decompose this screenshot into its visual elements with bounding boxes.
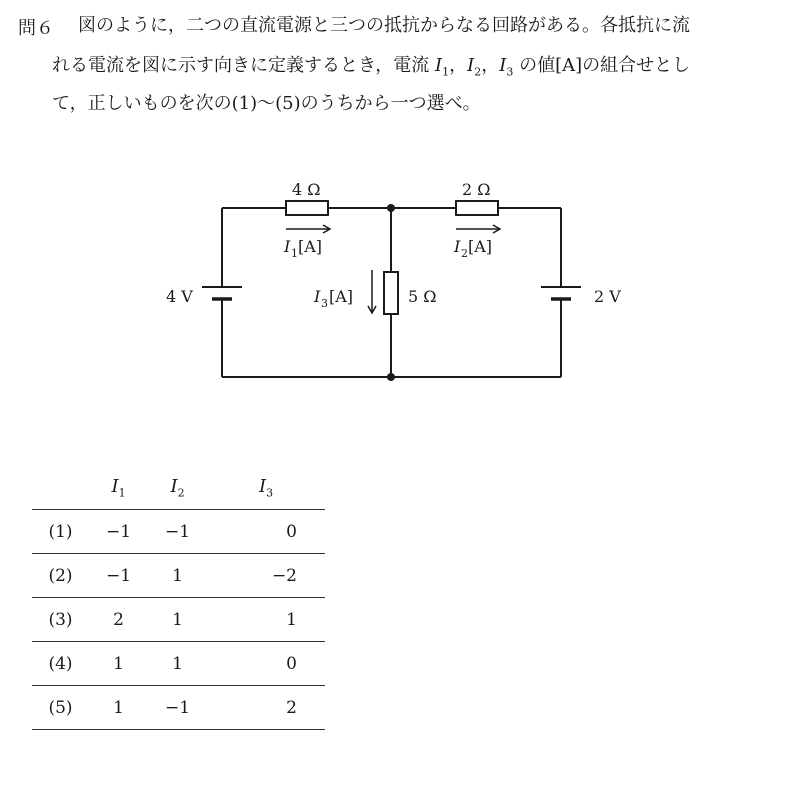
table-header-option: [32, 467, 89, 510]
cell-i1: 1: [89, 642, 148, 686]
table-header-i1: $I_1$: [111, 476, 126, 500]
question-text-line1: 図のように，二つの直流電源と三つの抵抗からなる回路がある。各抵抗に流: [78, 15, 690, 36]
cell-i1: −1: [89, 554, 148, 598]
table-header-i3: $I_3$: [258, 476, 274, 500]
question-text-line2-b: の値[A]の組合せとし: [513, 55, 691, 76]
cell-i1: 1: [89, 686, 148, 730]
table-row: [32, 686, 325, 730]
cell-i2: 1: [148, 642, 207, 686]
source-right-label: 2 V: [594, 287, 621, 306]
source-left-label: 4 V: [166, 287, 193, 306]
svg-text:I: I: [314, 287, 321, 306]
cell-i3: 1: [207, 598, 325, 642]
table-header-i2: $I_2$: [170, 476, 185, 500]
cell-i2: 1: [148, 598, 207, 642]
current-label-i1: [283, 237, 322, 260]
option-label: (4): [32, 642, 89, 686]
resistor-2ohm-label: 2 Ω: [462, 180, 491, 199]
resistor-4ohm: [286, 201, 328, 215]
option-label: (2): [32, 554, 89, 598]
junction-bottom: [387, 373, 395, 381]
cell-i1: 2: [89, 598, 148, 642]
table-row: [32, 510, 325, 554]
battery-right: [541, 287, 581, 299]
cell-i1: −1: [89, 510, 148, 554]
table-row: [32, 554, 325, 598]
svg-text:2: 2: [461, 247, 468, 260]
svg-text:1: 1: [291, 247, 298, 260]
current-label-i3: [313, 287, 353, 310]
cell-i2: 1: [148, 554, 207, 598]
cell-i2: −1: [148, 510, 207, 554]
battery-left: [202, 287, 242, 299]
answer-table: [32, 467, 325, 730]
cell-i3: 2: [207, 686, 325, 730]
resistor-5ohm-label: 5 Ω: [408, 287, 437, 306]
resistor-2ohm: [456, 201, 498, 215]
resistor-4ohm-label: 4 Ω: [292, 180, 321, 199]
question-text-line3: て，正しいものを次の(1)～(5)のうちから一つ選べ。: [52, 93, 481, 114]
resistor-5ohm: [384, 272, 398, 314]
arrow-i3: [368, 270, 376, 313]
current-label-i3-unit: [A]: [329, 287, 354, 306]
current-label-i1-unit: [A]: [298, 237, 323, 256]
svg-text:I: I: [454, 237, 461, 256]
current-label-i2-unit: [A]: [468, 237, 493, 256]
option-label: (5): [32, 686, 89, 730]
arrow-i1: [286, 225, 330, 233]
svg-text:I: I: [284, 237, 291, 256]
cell-i3: 0: [207, 510, 325, 554]
question-text-line2: れる電流を図に示す向きに定義するとき，電流 $I_1$，$I_2$，$I_3$ の値[A]の組合せとし: [52, 55, 691, 79]
cell-i3: −2: [207, 554, 325, 598]
cell-i3: 0: [207, 642, 325, 686]
question-number: 問６: [18, 18, 54, 39]
option-label: (1): [32, 510, 89, 554]
cell-i2: −1: [148, 686, 207, 730]
arrow-i2: [456, 225, 500, 233]
table-row: [32, 598, 325, 642]
junction-top: [387, 204, 395, 212]
table-header-row: [32, 467, 325, 510]
option-label: (3): [32, 598, 89, 642]
current-label-i2: [453, 237, 492, 260]
svg-text:3: 3: [321, 297, 328, 310]
question-text-line2-a: れる電流を図に示す向きに定義するとき，電流: [52, 55, 435, 76]
table-row: [32, 642, 325, 686]
